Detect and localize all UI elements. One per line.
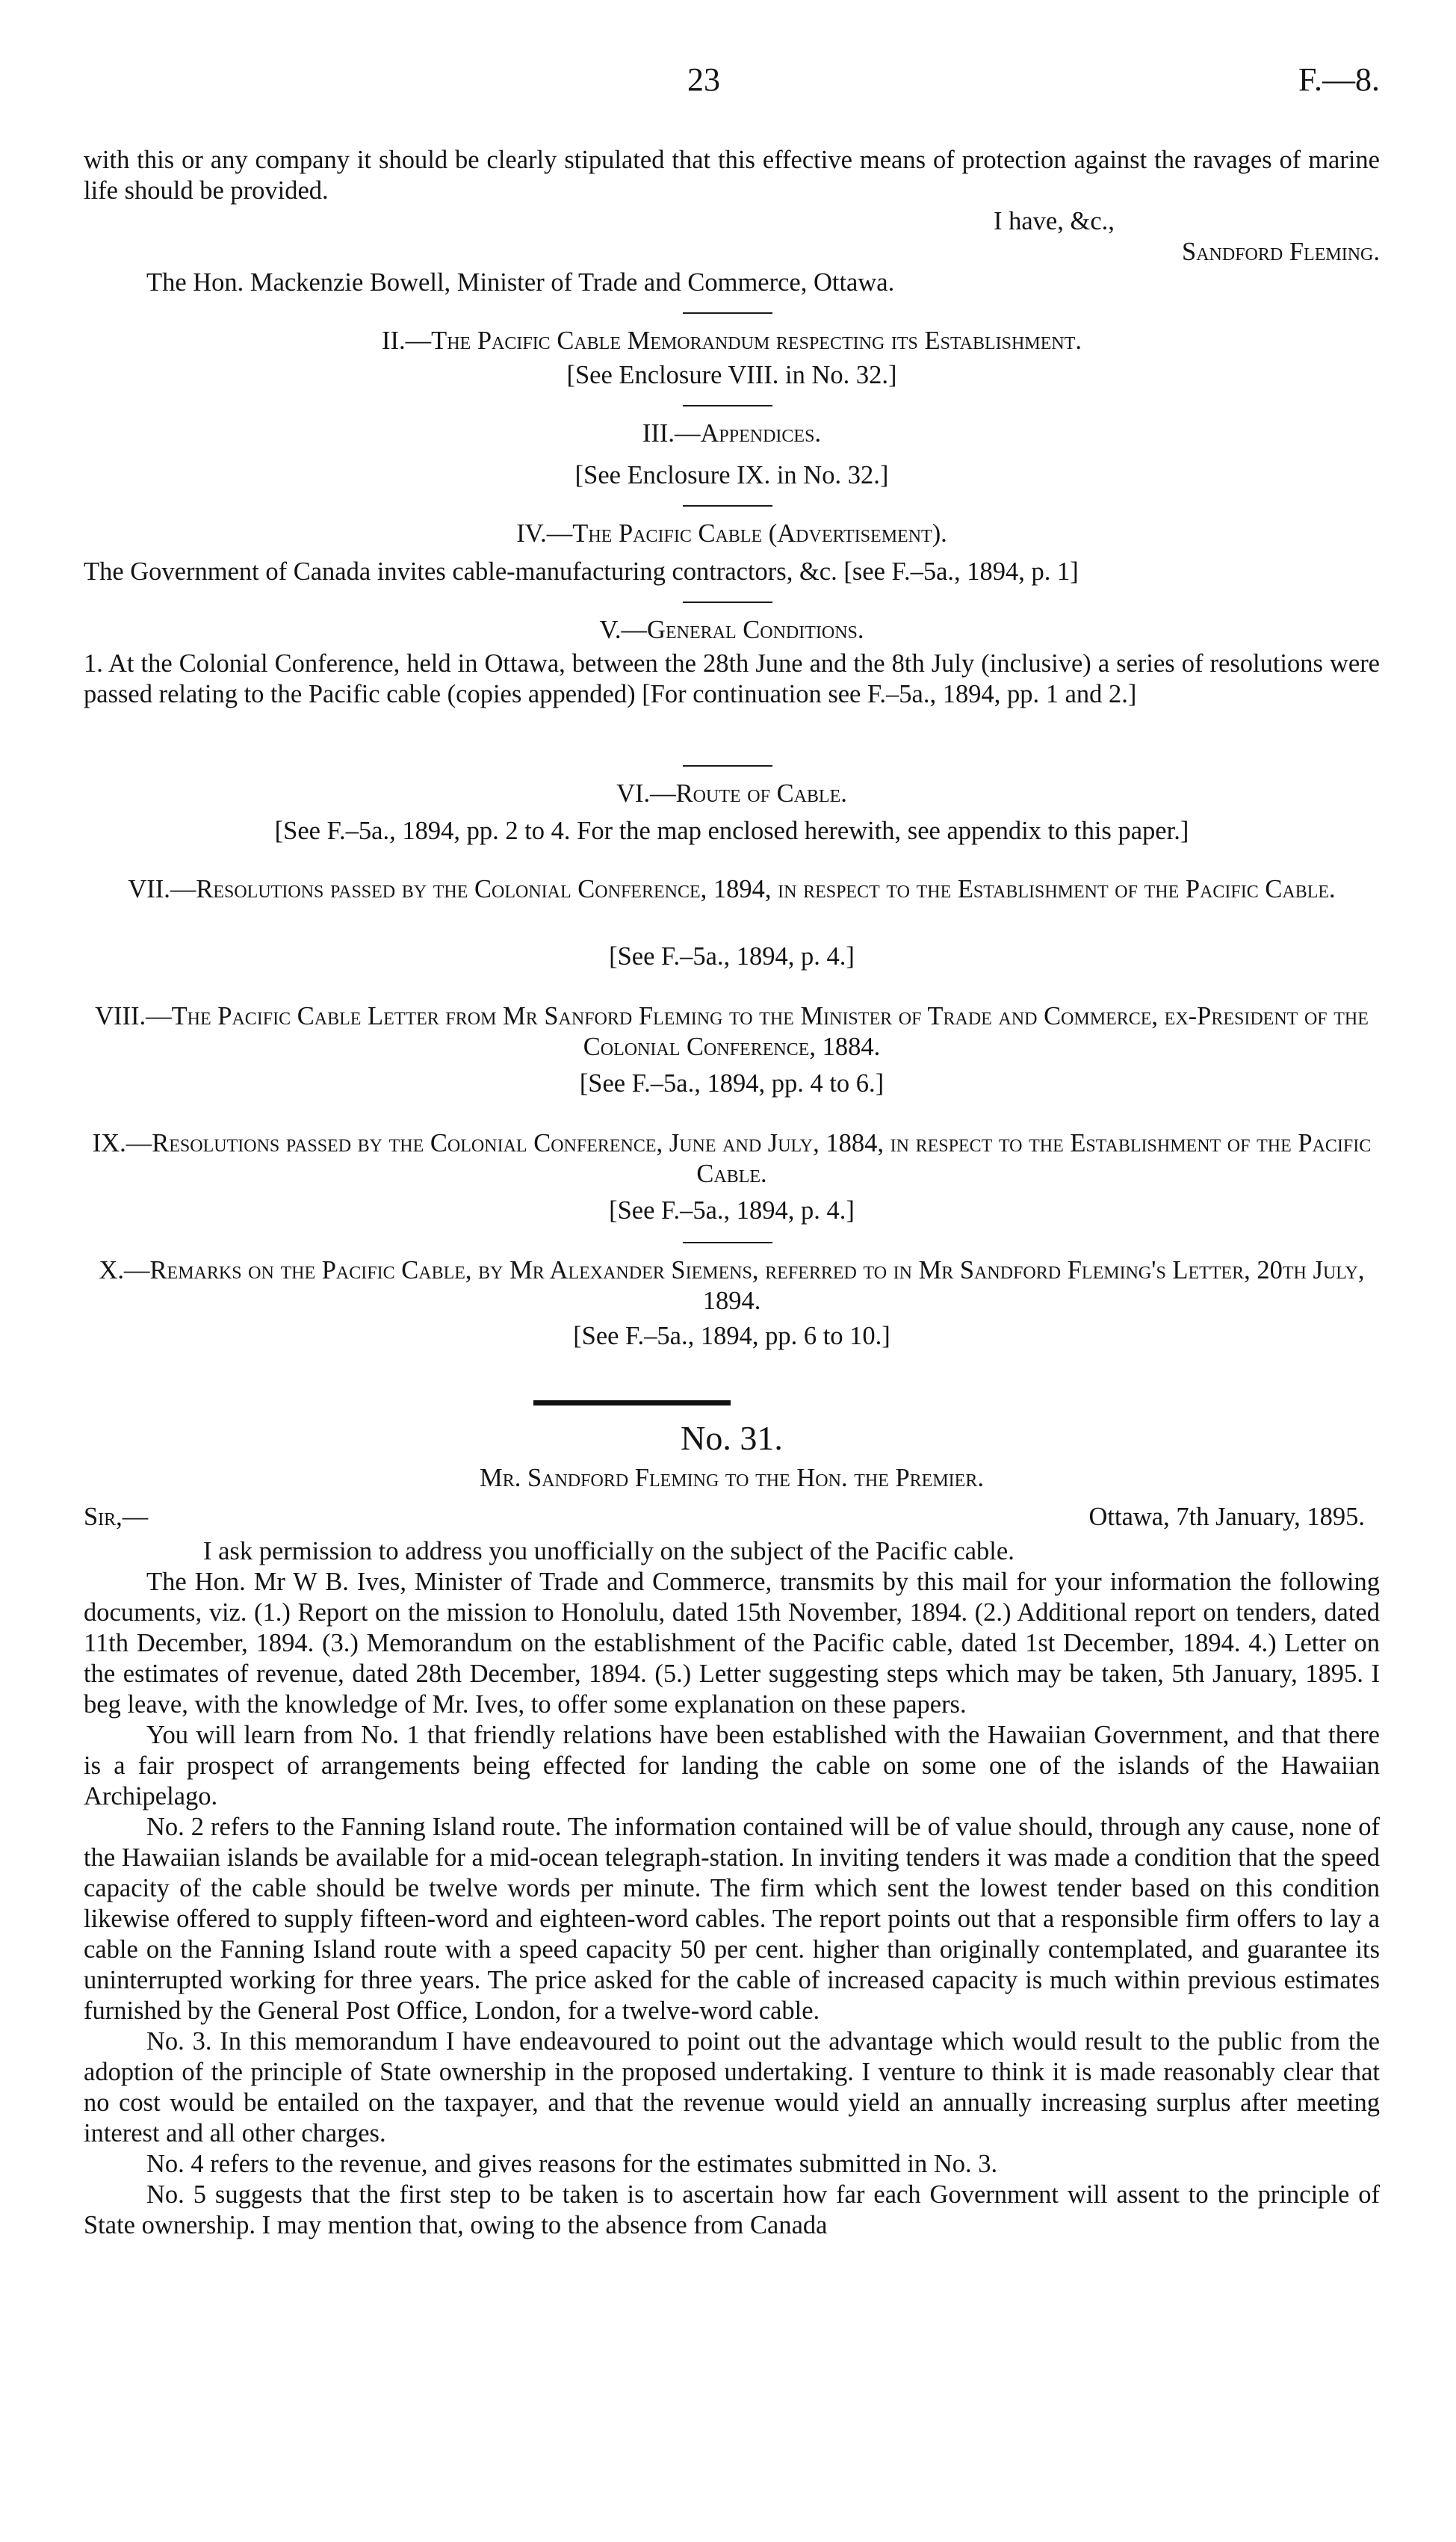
section-2-title: II.—The Pacific Cable Memorandum respecting its Establishment. xyxy=(382,327,1082,355)
divider xyxy=(683,602,772,603)
letter-paragraph: No. 4 refers to the revenue, and gives reasons for the estimates submitted in No. 3. xyxy=(146,2150,998,2178)
letter-paragraph: You will learn from No. 1 that friendly relations have been established with the Hawaiian Government, and that there is a fair prospect of arrangements being effected for landing the cable on some one of the islands of the Hawaiian Archipelago. xyxy=(84,1721,1380,1810)
section-9-ref: [See F.–5a., 1894, p. 4.] xyxy=(609,1196,855,1225)
document-reference: F.—8. xyxy=(1298,61,1380,98)
closing-paragraph: with this or any company it should be clearly stipulated that this effective means of protection against the ravages of marine life should be provided. xyxy=(84,146,1380,205)
section-4-body: The Government of Canada invites cable-manufacturing contractors, &c. [see F.–5a., 1894, p. 1] xyxy=(84,557,1079,586)
letter-number: No. 31. xyxy=(681,1419,783,1457)
divider xyxy=(683,505,772,507)
section-6-ref: [See F.–5a., 1894, pp. 2 to 4. For the map enclosed herewith, see appendix to this paper.] xyxy=(274,817,1189,845)
letter-paragraph: No. 2 refers to the Fanning Island route. The information contained will be of value should, through any cause, none of the Hawaiian islands be available for a mid-ocean telegraph-station. In inviting tenders it was made a condition that the speed capacity of the cable should be twelve words per minute. The firm which sent the lowest tender based on this condition likewise offered to supply fifteen-word and eighteen-word cables. The report points out that a responsible firm offers to lay a cable on the Fanning Island route with a speed capacity 50 per cent. higher than originally contemplated, and guarantee its uninterrupted working for three years. The price asked for the cable of increased capacity is much within previous estimates furnished by the General Post Office, London, for a twelve-word cable. xyxy=(84,1813,1380,2025)
divider xyxy=(683,765,772,767)
place-date: Ottawa, 7th January, 1895. xyxy=(1088,1503,1365,1531)
divider xyxy=(683,1242,772,1243)
section-3-ref: [See Enclosure IX. in No. 32.] xyxy=(574,461,889,489)
letter-paragraph: The Hon. Mr W B. Ives, Minister of Trade and Commerce, transmits by this mail for your information the following documents, viz. (1.) Report on the mission to Honolulu, dated 15th November, 1894. (2.) Additional report on tenders, dated 11th December, 1894. (3.) Memorandum on the establishment of the Pacific cable, dated 1st December, 1894. 4.) Letter on the estimates of revenue, dated 28th December, 1894. (5.) Letter suggesting steps which may be taken, 5th January, 1895. I beg leave, with the knowledge of Mr. Ives, to offer some explanation on these papers. xyxy=(84,1568,1380,1719)
section-5-body: 1. At the Colonial Conference, held in Ottawa, between the 28th June and the 8th July (inclusive) a series of resolutions were passed relating to the Pacific cable (copies appended) [For continuation see F.–5a., 1894, pp. 1 and 2.] xyxy=(84,649,1380,708)
letter-paragraph: I ask permission to address you unofficially on the subject of the Pacific cable. xyxy=(203,1537,1014,1565)
section-5-title: V.—General Conditions. xyxy=(599,616,864,644)
letter-paragraph: No. 5 suggests that the first step to be taken is to ascertain how far each Government will assent to the principle of State ownership. I may mention that, owing to the absence from Canada xyxy=(84,2180,1380,2239)
section-8-title: VIII.—The Pacific Cable Letter from Mr Sanford Fleming to the Minister of Trade and Commerce, ex-President of the Colonial Conference, 1884. xyxy=(95,1002,1369,1061)
letter-heading: Mr. Sandford Fleming to the Hon. the Premier. xyxy=(480,1464,984,1492)
section-7-title: VII.—Resolutions passed by the Colonial Conference, 1894, in respect to the Establishment of the Pacific Cable. xyxy=(128,875,1336,903)
addressee: The Hon. Mackenzie Bowell, Minister of Trade and Commerce, Ottawa. xyxy=(146,268,895,297)
section-6-title: VI.—Route of Cable. xyxy=(616,779,847,808)
divider xyxy=(683,312,772,314)
letter-body xyxy=(84,1536,1380,2241)
section-2-ref: [See Enclosure VIII. in No. 32.] xyxy=(566,361,897,389)
section-4-title: IV.—The Pacific Cable (Advertisement). xyxy=(516,519,947,548)
page-number: 23 xyxy=(687,61,720,98)
section-7-ref: [See F.–5a., 1894, p. 4.] xyxy=(609,942,855,971)
section-10-ref: [See F.–5a., 1894, pp. 6 to 10.] xyxy=(573,1322,890,1350)
section-separator xyxy=(533,1400,731,1405)
section-9-title: IX.—Resolutions passed by the Colonial Conference, June and July, 1884, in respect to the Establishment of the Pacific Cable. xyxy=(92,1129,1372,1188)
salutation: Sir,— xyxy=(84,1503,149,1531)
section-3-title: III.—Appendices. xyxy=(642,419,822,448)
signature: Sandford Fleming. xyxy=(1182,238,1380,266)
divider xyxy=(683,405,772,406)
section-10-title: X.—Remarks on the Pacific Cable, by Mr Alexander Siemens, referred to in Mr Sandford Fleming's Letter, 20th July, 1894. xyxy=(99,1256,1365,1315)
section-8-ref: [See F.–5a., 1894, pp. 4 to 6.] xyxy=(579,1069,885,1098)
letter-paragraph: No. 3. In this memorandum I have endeavoured to point out the advantage which would result to the public from the adoption of the principle of State ownership in the proposed undertaking. I venture to think it is made reasonably clear that no cost would be entailed on the taxpayer, and that the revenue would yield an annually increasing surplus after meeting interest and all other charges. xyxy=(84,2027,1380,2147)
sign-off: I have, &c., xyxy=(994,207,1115,235)
